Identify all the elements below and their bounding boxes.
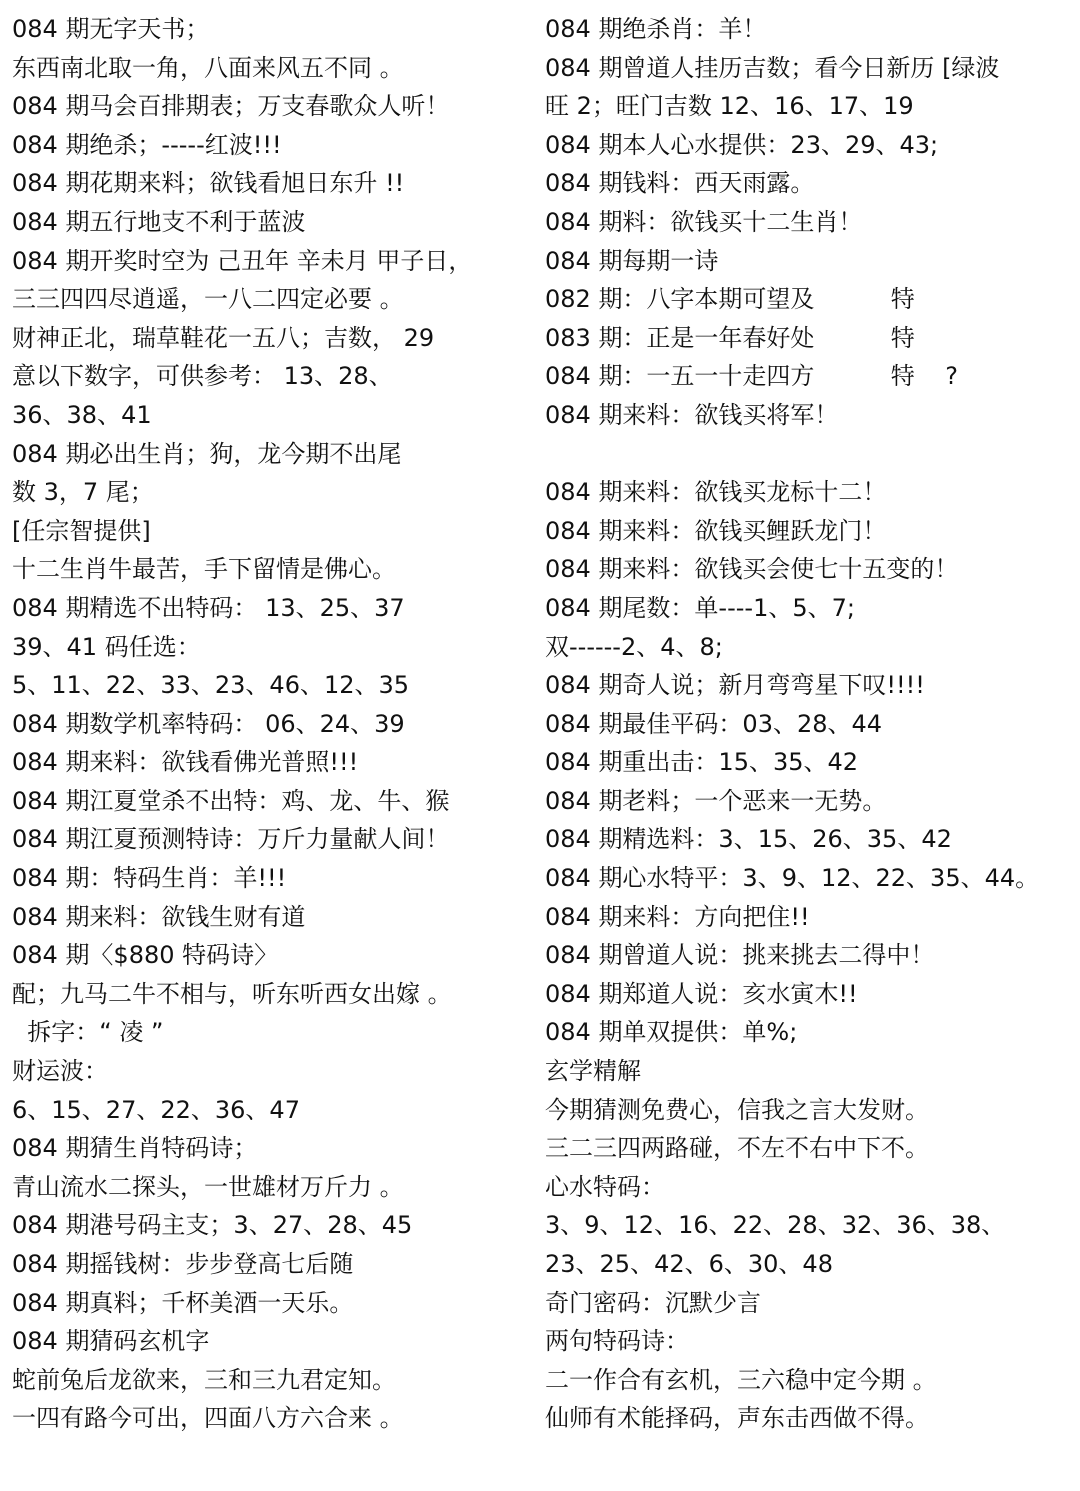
- blank-line: [545, 435, 1065, 474]
- text-line: 一四有路今可出，四面八方六合来 。: [12, 1404, 404, 1433]
- text-line: 084 期来料：欲钱买龙标十二！: [545, 478, 887, 507]
- text-line: 084 期钱料：西天雨露。: [545, 169, 815, 198]
- text-line: 084 期精选不出特码： 13、25、37: [12, 593, 405, 622]
- text-line: 二一作合有玄机，三六稳中定今期 。: [545, 1365, 937, 1394]
- text-line: 3、9、12、16、22、28、32、36、38、: [545, 1211, 1006, 1240]
- text-line: 配；九马二牛不相与，听东听西女出嫁 。: [12, 979, 452, 1008]
- text-line: 东西南北取一角，八面来风五不同 。: [12, 53, 404, 82]
- text-line: 23、25、42、6、30、48: [545, 1250, 833, 1278]
- text-line: 5、11、22、33、23、46、12、35: [12, 671, 410, 700]
- text-line: 084 期来料：欲钱买鲤跃龙门！: [545, 516, 887, 545]
- text-line: 084 期〈$880 特码诗〉: [12, 941, 279, 970]
- text-line: 084 期马会百排期表；万支春歌众人听！: [12, 92, 450, 121]
- text-line: 084 期精选料：3、15、26、35、42: [545, 825, 952, 854]
- text-line: 084 期绝杀；-----红波!!!: [12, 130, 282, 159]
- text-line: 奇门密码：沉默少言: [545, 1288, 761, 1317]
- text-line: 084 期猜码玄机字: [12, 1327, 210, 1356]
- text-line: [任宗智提供]: [12, 516, 151, 545]
- text-line: 084 期五行地支不利于蓝波: [12, 207, 306, 236]
- text-line: 084 期：一五一十走四方 特 ?: [545, 362, 958, 391]
- text-line: 玄学精解: [545, 1057, 641, 1086]
- text-line: 084 期无字天书；: [12, 15, 210, 43]
- text-line: 084 期尾数：单----1、5、7;: [545, 593, 855, 622]
- text-line: 082 期：八字本期可望及 特: [545, 285, 915, 314]
- text-line: 084 期数学机率特码： 06、24、39: [12, 709, 405, 738]
- text-line: 6、15、27、22、36、47: [12, 1095, 300, 1124]
- text-line: 三二三四两路碰，不左不右中下不。: [545, 1134, 929, 1163]
- text-line: 084 期重出击：15、35、42: [545, 748, 859, 777]
- text-line: 084 期单双提供：单%;: [545, 1018, 798, 1047]
- text-line: 084 期本人心水提供：23、29、43;: [545, 130, 939, 159]
- text-line: 旺 2；旺门吉数 12、16、17、19: [545, 92, 914, 121]
- text-line: 084 期心水特平：3、9、12、22、35、44。: [545, 864, 1040, 893]
- text-line: 青山流水二探头，一世雄材万斤力 。: [12, 1172, 404, 1201]
- text-line: 数 3，7 尾；: [12, 478, 154, 507]
- text-line: 拆字：“ 凌 ”: [12, 1018, 164, 1047]
- text-line: 084 期江夏堂杀不出特：鸡、龙、牛、猴: [12, 786, 450, 815]
- text-line: 39、41 码任选：: [12, 632, 201, 661]
- text-line: 084 期奇人说；新月弯弯星下叹!!!!: [545, 671, 925, 700]
- text-line: 084 期摇钱树：步步登高七后随: [12, 1250, 354, 1278]
- text-line: 084 期来料：欲钱买将军！: [545, 400, 839, 429]
- text-line: 083 期：正是一年春好处 特: [545, 323, 915, 352]
- text-line: 084 期来料：欲钱买会使七十五变的！: [545, 555, 959, 584]
- text-line: 084 期曾道人挂历吉数；看今日新历 [绿波: [545, 53, 1000, 82]
- text-line: 084 期猜生肖特码诗；: [12, 1134, 258, 1163]
- text-line: 084 期来料：方向把住!!: [545, 902, 810, 931]
- text-line: 084 期花期来料；欲钱看旭日东升 !!: [12, 169, 405, 198]
- text-line: 084 期来料：欲钱生财有道: [12, 902, 306, 931]
- text-line: 084 期：特码生肖：羊!!!: [12, 864, 287, 893]
- text-line: 仙师有术能择码，声东击西做不得。: [545, 1404, 929, 1433]
- text-line: 双------2、4、8;: [545, 632, 723, 661]
- text-line: 财运波：: [12, 1057, 108, 1086]
- text-line: 084 期每期一诗: [545, 246, 719, 275]
- text-line: 财神正北，瑞草鞋花一五八；吉数， 29: [12, 323, 435, 352]
- text-line: 十二生肖牛最苦，手下留情是佛心。: [12, 555, 396, 584]
- text-line: 084 期来料：欲钱看佛光普照!!!: [12, 748, 359, 777]
- text-line: 36、38、41: [12, 400, 152, 429]
- text-line: 084 期江夏预测特诗：万斤力量献人间！: [12, 825, 450, 854]
- text-line: 084 期料：欲钱买十二生肖！: [545, 207, 863, 236]
- text-line: 084 期真料；千杯美酒一天乐。: [12, 1288, 354, 1317]
- text-line: 蛇前兔后龙欲来，三和三九君定知。: [12, 1365, 396, 1394]
- text-line: 084 期绝杀肖：羊！: [545, 15, 767, 43]
- text-line: 两句特码诗：: [545, 1327, 689, 1356]
- text-line: 084 期必出生肖；狗，龙今期不出尾: [12, 439, 402, 468]
- text-line: 084 期曾道人说：挑来挑去二得中！: [545, 941, 935, 970]
- text-line: 084 期港号码主支；3、27、28、45: [12, 1211, 413, 1240]
- right-column: [545, 10, 1065, 1438]
- text-line: 084 期开奖时空为 己丑年 辛未月 甲子日，: [12, 246, 473, 275]
- text-line: 084 期郑道人说：亥水寅木!!: [545, 979, 858, 1008]
- text-line: 心水特码：: [545, 1172, 665, 1201]
- text-line: 084 期最佳平码：03、28、44: [545, 709, 883, 738]
- text-line: 084 期老料；一个恶来一无势。: [545, 786, 887, 815]
- text-line: 意以下数字，可供参考： 13、28、: [12, 362, 393, 391]
- left-column: [12, 10, 522, 1438]
- text-line: 今期猜测免费心，信我之言大发财。: [545, 1095, 929, 1124]
- text-line: 三三四四尽逍遥，一八二四定必要 。: [12, 285, 404, 314]
